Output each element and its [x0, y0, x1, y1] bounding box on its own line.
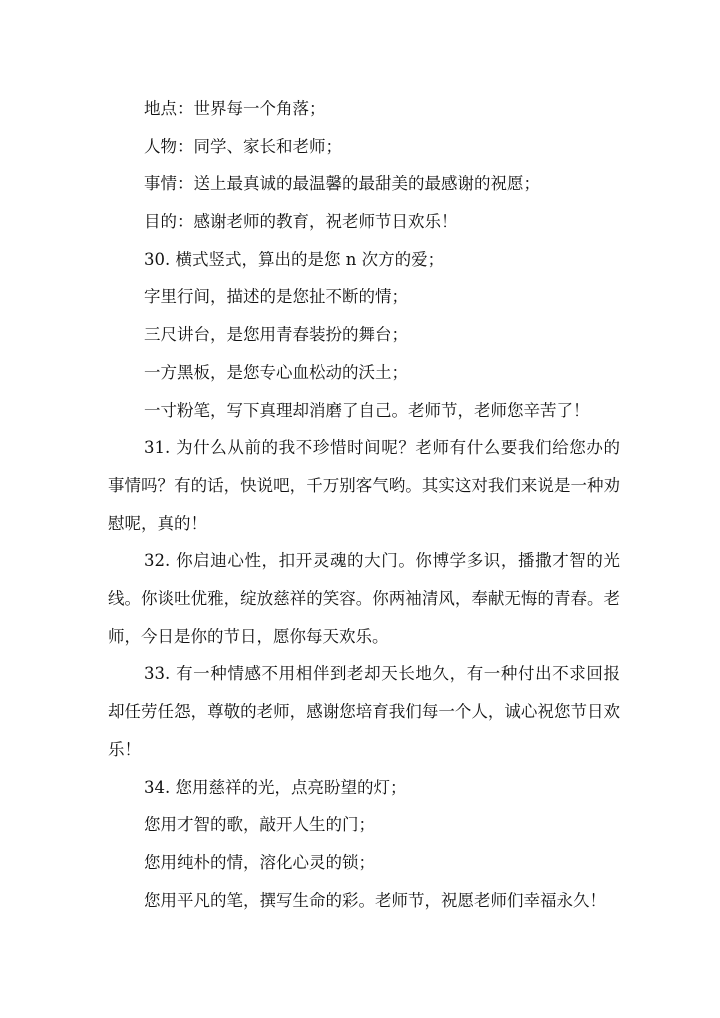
text-line: 您用纯朴的情，溶化心灵的锁； — [144, 852, 375, 872]
text-line: 目的：感谢老师的教育，祝老师节日欢乐！ — [144, 212, 458, 232]
text-line: 您用才智的歌，敲开人生的门； — [144, 815, 375, 835]
text-line: 30. 横式竖式，算出的是您 n 次方的爱； — [144, 249, 445, 269]
paragraph: 31. 为什么从前的我不珍惜时间呢？老师有什么要我们给您办的事情吗？有的话，快说吧，千万别客气哟。其实这对我们来说是一种劝慰呢，真的！ — [108, 438, 620, 533]
paragraph: 32. 你启迪心性，扣开灵魂的大门。你博学多识，播撒才智的光线。你谈吐优雅，绽放慈祥的笑容。你两袖清风，奉献无悔的青春。老师，今日是你的节日，愿你每天欢乐。 — [108, 551, 620, 646]
text-line: 字里行间，描述的是您扯不断的情； — [144, 287, 408, 307]
text-line: 一方黑板，是您专心血松动的沃土； — [144, 362, 408, 382]
document-body — [108, 90, 620, 919]
paragraph: 33. 有一种情感不用相伴到老却天长地久，有一种付出不求回报却任劳任怨，尊敬的老师，感谢您培育我们每一个人，诚心祝您节日欢乐！ — [108, 664, 620, 759]
text-line: 三尺讲台，是您用青春装扮的舞台； — [144, 325, 408, 345]
text-line: 事情：送上最真诚的最温馨的最甜美的最感谢的祝愿； — [144, 174, 540, 194]
text-line: 一寸粉笔，写下真理却消磨了自己。老师节，老师您辛苦了！ — [144, 400, 590, 420]
text-line: 地点：世界每一个角落； — [144, 99, 326, 118]
text-line: 人物：同学、家长和老师； — [144, 136, 342, 156]
text-line: 34. 您用慈祥的光，点亮盼望的灯； — [144, 777, 407, 797]
text-line: 您用平凡的笔，撰写生命的彩。老师节，祝愿老师们幸福永久！ — [144, 890, 606, 910]
